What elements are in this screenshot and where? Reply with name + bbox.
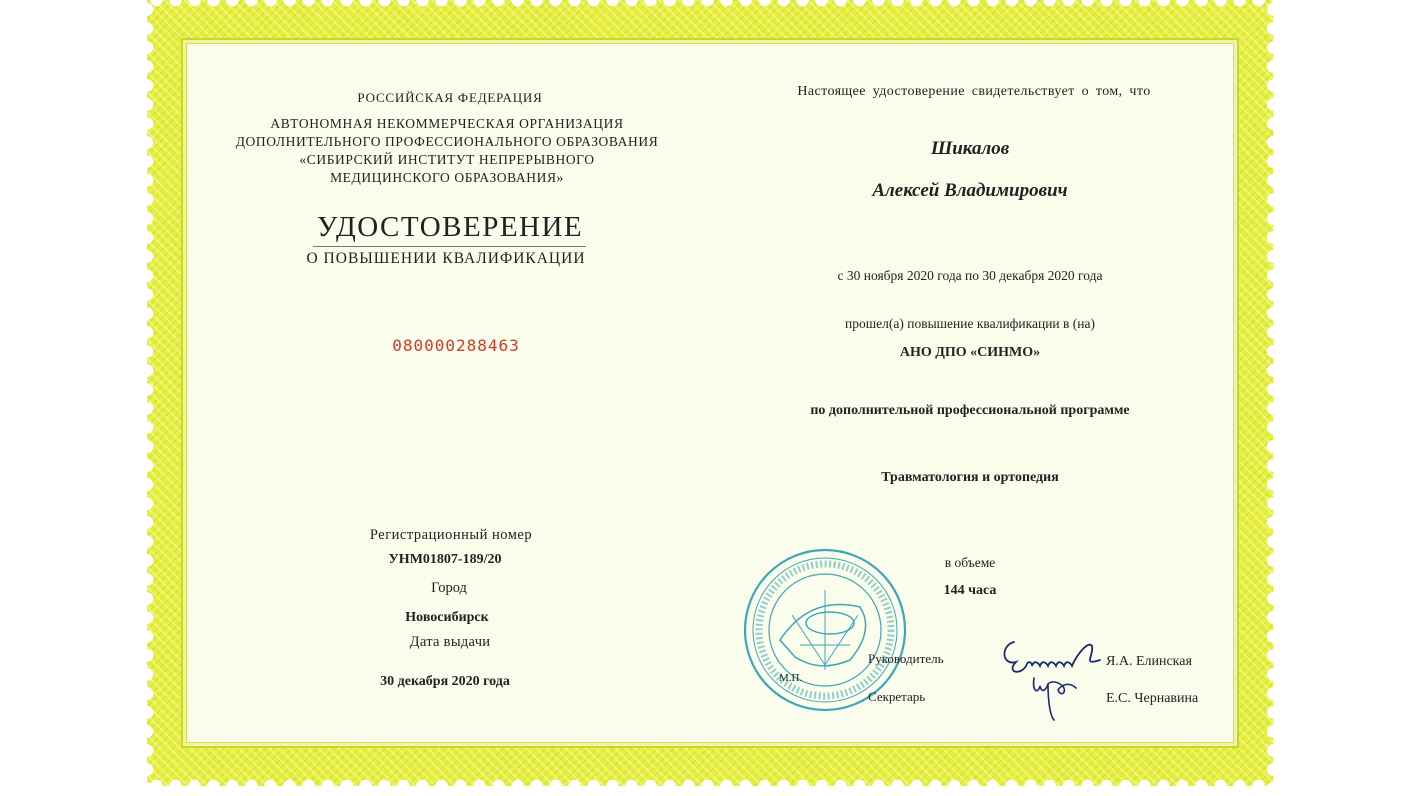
organization-line: АВТОНОМНАЯ НЕКОММЕРЧЕСКАЯ ОРГАНИЗАЦИЯ (270, 116, 624, 131)
border-scallop-left (140, 0, 154, 786)
country-heading: РОССИЙСКАЯ ФЕДЕРАЦИЯ (357, 90, 543, 105)
city-value: Новосибирск (405, 610, 489, 625)
program-label: по дополнительной профессиональной программе (810, 403, 1130, 418)
registration-number: УНМ01807-189/20 (388, 552, 502, 567)
document-title: УДОСТОВЕРЕНИЕ (316, 211, 584, 243)
issue-date: 30 декабря 2020 года (380, 674, 510, 689)
head-role-label: Руководитель (868, 651, 944, 666)
organization-line: МЕДИЦИНСКОГО ОБРАЗОВАНИЯ» (330, 170, 564, 185)
city-label: Город (431, 580, 467, 596)
border-scallop-top (147, 0, 1273, 7)
stamp-place-mark: М.П. (779, 672, 803, 684)
border-scallop-bottom (147, 779, 1273, 793)
certificate-intro: Настоящее удостоверение свидетельствует о том, что (797, 84, 1151, 99)
volume-hours: 144 часа (943, 583, 997, 598)
institution-name: АНО ДПО «СИНМО» (899, 345, 1041, 360)
issue-date-label: Дата выдачи (409, 634, 491, 650)
organization-line: ДОПОЛНИТЕЛЬНОГО ПРОФЕССИОНАЛЬНОГО ОБРАЗОВАНИЯ (235, 134, 659, 149)
holder-surname: Шикалов (930, 138, 1010, 159)
organization-line: «СИБИРСКИЙ ИНСТИТУТ НЕПРЕРЫВНОГО (299, 152, 595, 167)
secretary-role-label: Секретарь (868, 689, 926, 704)
border-scallop-right (1266, 0, 1280, 786)
program-name: Травматология и ортопедия (881, 470, 1059, 485)
document-subtitle: О ПОВЫШЕНИИ КВАЛИФИКАЦИИ (306, 250, 586, 267)
title-divider (313, 246, 586, 247)
organization-name (236, 115, 659, 187)
registration-number-label: Регистрационный номер (369, 527, 533, 543)
training-period: с 30 ноября 2020 года по 30 декабря 2020 года (837, 268, 1103, 283)
head-name: Я.А. Елинская (1106, 654, 1192, 669)
secretary-signature (1030, 670, 1080, 722)
completion-statement: прошел(а) повышение квалификации в (на) (845, 316, 1095, 331)
holder-name: Алексей Владимирович (872, 180, 1068, 201)
secretary-name: Е.С. Чернавина (1106, 691, 1199, 706)
serial-number: 080000288463 (392, 336, 520, 355)
volume-label: в объеме (944, 555, 996, 570)
